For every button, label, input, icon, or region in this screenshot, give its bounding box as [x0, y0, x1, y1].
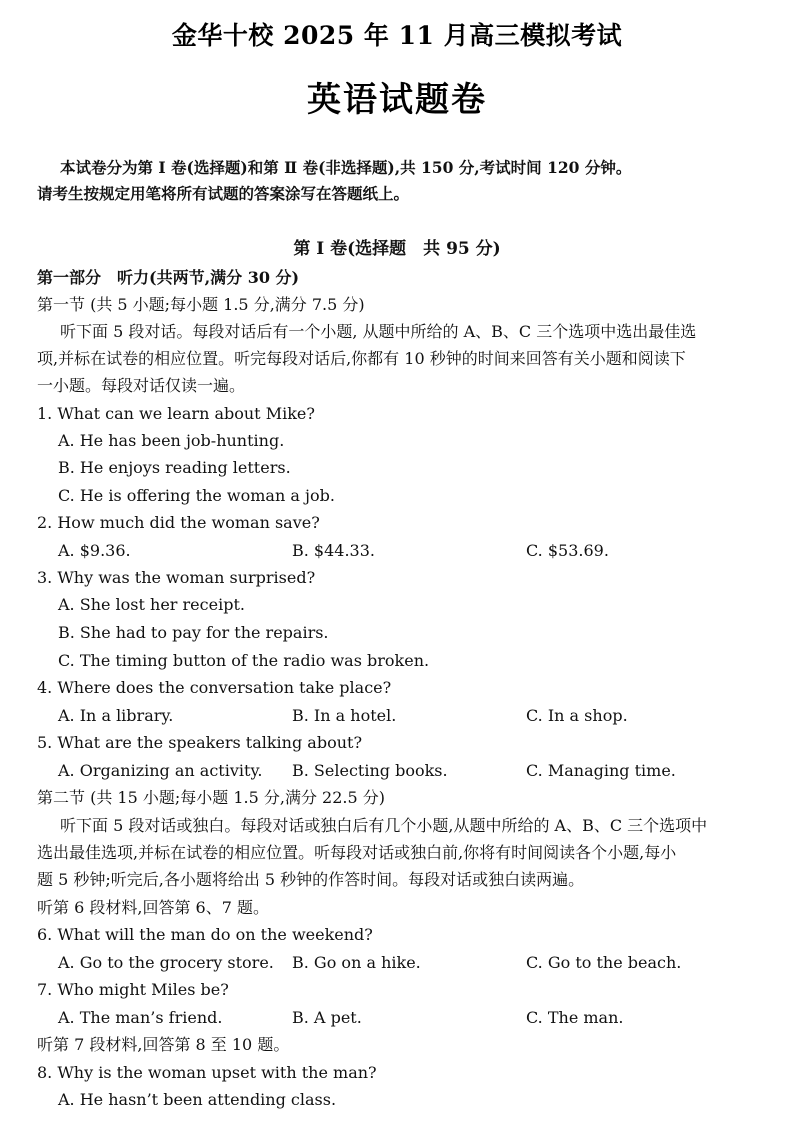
- section-1-directions-line: 听下面 5 段对话。每段对话后有一个小题, 从题中所给的 A、B、C 三个选项中选出最佳选: [60, 322, 697, 341]
- question-stem: 5. What are the speakers talking about?: [37, 733, 363, 752]
- question-stem: 7. Who might Miles be?: [37, 980, 229, 999]
- question-stem: 1. What can we learn about Mike?: [37, 404, 315, 423]
- answer-option: A. $9.36.: [58, 541, 131, 560]
- answer-option: A. The man’s friend.: [58, 1008, 223, 1027]
- section-1-directions-line: 项,并标在试卷的相应位置。听完每段对话后,你都有 10 秒钟的时间来回答有关小题和阅读下: [37, 349, 686, 368]
- answer-option: A. Go to the grocery store.: [58, 953, 274, 972]
- question-stem: 3. Why was the woman surprised?: [37, 568, 316, 587]
- answer-option: A. Organizing an activity.: [58, 761, 263, 780]
- answer-option: A. In a library.: [58, 706, 174, 725]
- answer-option: B. $44.33.: [292, 541, 375, 560]
- answer-option: B. He enjoys reading letters.: [58, 458, 291, 477]
- exam-subject-title: 英语试题卷: [307, 80, 487, 120]
- section-2-directions-line: 选出最佳选项,并标在试卷的相应位置。听每段对话或独白前,你将有时间阅读各个小题,每小: [37, 843, 677, 862]
- answer-option: A. He has been job-hunting.: [58, 431, 285, 450]
- answer-option: C. The timing button of the radio was broken.: [58, 651, 430, 670]
- question-stem: 2. How much did the woman save?: [37, 513, 320, 532]
- answer-option: C. He is offering the woman a job.: [58, 486, 335, 505]
- section-1-directions-line: 一小题。每段对话仅读一遍。: [37, 376, 246, 395]
- answer-option: A. He hasn’t been attending class.: [58, 1090, 337, 1109]
- instructions-line-2: 请考生按规定用笔将所有试题的答案涂写在答题纸上。: [37, 184, 410, 203]
- section-2-directions-line: 听下面 5 段对话或独白。每段对话或独白后有几个小题,从题中所给的 A、B、C 三个选项中: [60, 816, 708, 835]
- answer-option: B. She had to pay for the repairs.: [58, 623, 329, 642]
- material-instruction: 听第 7 段材料,回答第 8 至 10 题。: [37, 1035, 290, 1054]
- instructions-line-1: 本试卷分为第 Ⅰ 卷(选择题)和第 Ⅱ 卷(非选择题),共 150 分,考试时间 120 分钟。: [60, 158, 632, 177]
- material-instruction: 听第 6 段材料,回答第 6、7 题。: [37, 898, 269, 917]
- question-stem: 4. Where does the conversation take place?: [37, 678, 392, 697]
- question-stem: 6. What will the man do on the weekend?: [37, 925, 373, 944]
- part-1-heading: 第一部分 听力(共两节,满分 30 分): [37, 268, 300, 287]
- answer-option: C. $53.69.: [526, 541, 609, 560]
- exam-title: 金华十校 2025 年 11 月高三模拟考试: [171, 21, 623, 50]
- answer-option: C. Go to the beach.: [526, 953, 682, 972]
- answer-option: C. The man.: [526, 1008, 624, 1027]
- answer-option: B. Go on a hike.: [292, 953, 421, 972]
- answer-option: B. In a hotel.: [292, 706, 397, 725]
- section-1-heading: 第一节 (共 5 小题;每小题 1.5 分,满分 7.5 分): [37, 295, 365, 314]
- question-stem: 8. Why is the woman upset with the man?: [37, 1063, 377, 1082]
- answer-option: B. A pet.: [292, 1008, 362, 1027]
- volume-1-heading: 第 Ⅰ 卷(选择题 共 95 分): [293, 239, 501, 259]
- answer-option: A. She lost her receipt.: [58, 595, 245, 614]
- answer-option: C. Managing time.: [526, 761, 676, 780]
- answer-option: B. Selecting books.: [292, 761, 448, 780]
- section-2-directions-line: 题 5 秒钟;听完后,各小题将给出 5 秒钟的作答时间。每段对话或独白读两遍。: [37, 870, 585, 889]
- answer-option: C. In a shop.: [526, 706, 628, 725]
- section-2-heading: 第二节 (共 15 小题;每小题 1.5 分,满分 22.5 分): [37, 788, 385, 807]
